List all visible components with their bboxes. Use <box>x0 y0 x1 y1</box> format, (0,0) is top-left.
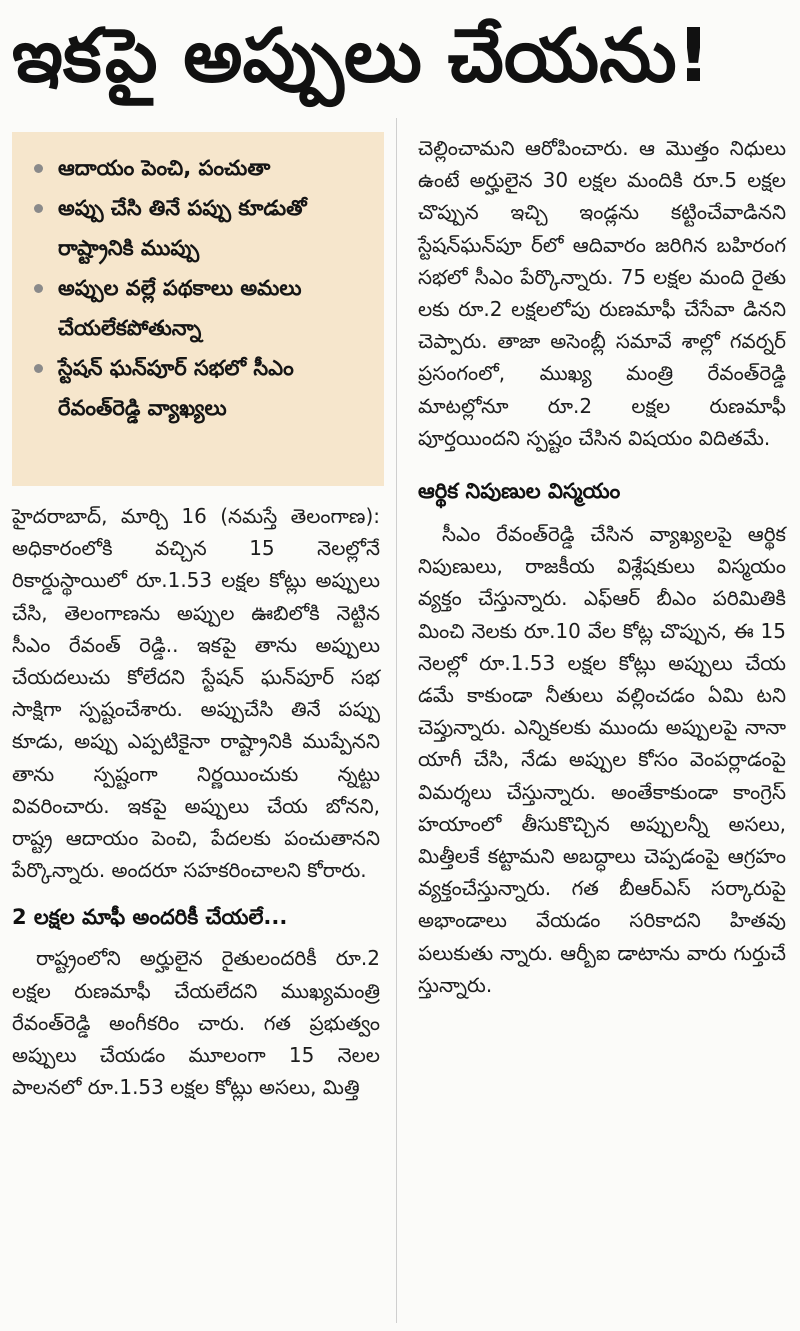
highlight-item <box>34 188 374 268</box>
left-paragraph-2: రాష్ట్రంలోని అర్హులైన రైతులందరికీ రూ.2 లక్షల రుణమాఫీ చేయలేదని ముఖ్యమంత్రి రేవంత్‌రెడ్డి అంగీకరిం చారు. గత ప్రభుత్వం అప్పులు చేయడం మూలంగా 15 నెలల పాలనలో రూ.1.53 లక్షల కోట్లు అసలు, మిత్తి <box>12 946 380 1100</box>
right-column <box>418 132 786 1001</box>
bullet-icon <box>34 284 43 293</box>
highlight-text: ఆదాయం పెంచి, పంచుతా <box>58 156 271 180</box>
highlights-list <box>34 148 374 428</box>
bullet-icon <box>34 364 43 373</box>
intro-paragraph: హైదరాబాద్, మార్చి 16 (నమస్తే తెలంగాణ): అధికారంలోకి వచ్చిన 15 నెలల్లోనే రికార్డుస్థాయిలో రూ.1.53 లక్షల కోట్లు అప్పులు చేసి, తెలంగాణను అప్పుల ఊబిలోకి నెట్టిన సీఎం రేవంత్ రెడ్డి.. ఇకపై తాను అప్పులు చేయదలుచు కోలేదని స్టేషన్ ఘన్‌పూర్ సభ సాక్షిగా స్పష్టంచేశారు. అప్పుచేసి తినే పప్పు కూడు, అప్పు ఎప్పటికైనా రాష్ట్రానికి ముప్పేనని తాను స్పష్టంగా నిర్ణయించుకు న్నట్టు వివరించారు. ఇకపై అప్పులు చేయ బోనని, రాష్ట్ర ఆదాయం పెంచి, పేదలకు పంచుతానని పేర్కొన్నారు. అందరూ సహకరించాలని కోరారు. <box>12 504 380 883</box>
right-paragraph-2: సీఎం రేవంత్‌రెడ్డి చేసిన వ్యాఖ్యలపై ఆర్థిక నిపుణులు, రాజకీయ విశ్లేషకులు విస్మయం వ్యక్తం చేస్తున్నారు. ఎఫ్‌ఆర్ బీఎం పరిమితికి మించి నెలకు రూ.10 వేల కోట్ల చొప్పున, ఈ 15 నెలల్లో రూ.1.53 లక్షల కోట్లు అప్పులు చేయ డమే కాకుండా నీతులు వల్లించడం ఏమి టని చెప్తున్నారు. ఎన్నికలకు ముందు అప్పులపై నానా యాగీ చేసి, నేడు అప్పుల కోసం వెంపర్లాడంపై విమర్శలు చేస్తున్నారు. అంతేకాకుండా కాంగ్రెస్ హయాంలో తీసుకొచ్చిన అప్పులన్నీ అసలు, మిత్తీలకే కట్టామని అబద్ధాలు చెప్పడంపై ఆగ్రహం వ్యక్తంచేస్తున్నారు. గత బీఆర్‌ఎస్ సర్కారుపై అభాండాలు వేయడం సరికాదని హితవు పలుకుతు న్నారు. ఆర్బీఐ డాటాను వారు గుర్తుచే స్తున్నారు. <box>418 522 786 997</box>
highlight-text: అప్పు చేసి తినే పప్పు కూడుతో రాష్ట్రానికి ముప్పు <box>58 196 307 260</box>
bullet-icon <box>34 204 43 213</box>
column-divider <box>396 118 397 1323</box>
highlights-box <box>12 132 384 486</box>
right-paragraph-1: చెల్లించామని ఆరోపించారు. ఆ మొత్తం నిధులు ఉంటే అర్హులైన 30 లక్షల మందికి రూ.5 లక్షల చొప్పున ఇచ్చి ఇండ్లను కట్టించేవాడినని స్టేషన్‌ఘన్‌పూ ర్‌లో ఆదివారం జరిగిన బహిరంగ సభలో సీఎం పేర్కొన్నారు. 75 లక్షల మంది రైతు లకు రూ.2 లక్షలలోపు రుణమాఫీ చేసేవా డినని చెప్పారు. తాజా అసెంబ్లీ సమావే శాల్లో గవర్నర్ ప్రసంగంలో, ముఖ్య మంత్రి రేవంత్‌రెడ్డి మాటల్లోనూ రూ.2 లక్షల రుణమాఫీ పూర్తయిందని స్పష్టం చేసిన విషయం విదితమే. <box>418 136 786 450</box>
bullet-icon <box>34 164 43 173</box>
highlight-item <box>34 148 374 188</box>
highlight-text: అప్పుల వల్లే పథకాలు అమలు చేయలేకపోతున్నా <box>58 276 302 340</box>
left-column <box>12 500 380 1103</box>
left-subheading: 2 లక్షల మాఫీ అందరికీ చేయలే... <box>12 905 288 930</box>
right-subheading: ఆర్థిక నిపుణుల విస్మయం <box>418 479 621 504</box>
highlight-text: స్టేషన్ ఘన్‌పూర్ సభలో సీఎం రేవంత్‌రెడ్డి వ్యాఖ్యలు <box>58 356 294 420</box>
headline: ఇకపై అప్పులు చేయను! <box>12 13 711 99</box>
highlight-item <box>34 268 374 348</box>
highlight-item <box>34 348 374 428</box>
